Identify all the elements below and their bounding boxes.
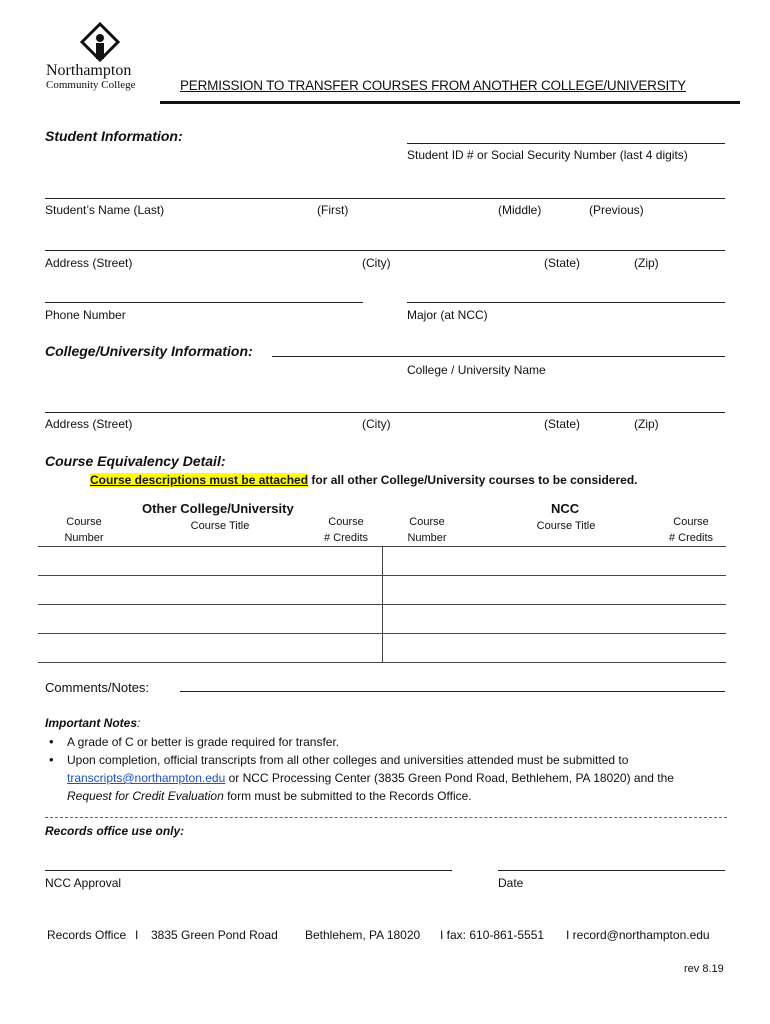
note-grade-text: A grade of C or better is grade required for transfer.: [67, 735, 340, 749]
records-office-heading: Records office use only:: [45, 824, 185, 838]
ncc-approval-field[interactable]: [45, 870, 452, 871]
college-address-field[interactable]: [45, 412, 725, 413]
address-state-label: (State): [544, 256, 581, 270]
table-row[interactable]: [38, 662, 726, 663]
footer-fax: I fax: 610-861-5551: [440, 928, 545, 942]
note-transcripts-c: form must be submitted to the Records Office.: [223, 789, 472, 803]
address-zip-label: (Zip): [634, 256, 659, 270]
ncc-approval-label: NCC Approval: [45, 876, 122, 890]
college-city-label: (City): [362, 417, 391, 431]
college-state-label: (State): [544, 417, 581, 431]
logo-mark-icon: [78, 22, 122, 62]
name-previous-label: (Previous): [589, 203, 644, 217]
note-transcripts: [45, 751, 735, 805]
important-notes-colon: :: [137, 716, 141, 730]
form-title: PERMISSION TO TRANSFER COURSES FROM ANOTHER COLLEGE/UNIVERSITY: [180, 78, 686, 93]
footer-separator: I: [135, 928, 139, 942]
important-notes-list: [45, 733, 735, 805]
footer-city: Bethlehem, PA 18020: [305, 928, 421, 942]
college-street-label: Address (Street): [45, 417, 133, 431]
course-descriptions-note: [90, 473, 637, 487]
other-college-heading: Other College/University: [142, 501, 294, 516]
request-credit-evaluation-text: Request for Credit Evaluation: [67, 789, 224, 803]
date-field[interactable]: [498, 870, 725, 871]
note-transcripts-a: Upon completion, official transcripts from all other colleges and universities attended must be submitted to: [67, 753, 629, 767]
ncc-course-number-header: Course Number: [407, 516, 447, 544]
comments-label: Comments/Notes:: [45, 680, 150, 695]
course-equivalency-heading: Course Equivalency Detail:: [45, 453, 226, 469]
ncc-course-credits-header: Course # Credits: [668, 516, 714, 544]
course-descriptions-highlight: Course descriptions must be attached: [90, 473, 309, 487]
major-field[interactable]: [407, 302, 725, 303]
student-name-field[interactable]: [45, 198, 725, 199]
important-notes-heading: [45, 716, 140, 730]
student-address-field[interactable]: [45, 250, 725, 251]
note-grade: [45, 733, 735, 751]
phone-label: Phone Number: [45, 308, 126, 322]
other-course-title-header: Course Title: [190, 520, 250, 532]
student-id-field[interactable]: [407, 143, 725, 144]
other-course-credits-header: Course # Credits: [323, 516, 369, 544]
college-name-field[interactable]: [272, 356, 725, 357]
ncc-course-title-header: Course Title: [536, 520, 596, 532]
college-logo: [40, 22, 160, 94]
phone-field[interactable]: [45, 302, 363, 303]
note-transcripts-b: or NCC Processing Center (3835 Green Pond Road, Bethlehem, PA 18020) and the: [225, 771, 674, 785]
name-middle-label: (Middle): [498, 203, 542, 217]
footer-email: I record@northampton.edu: [566, 928, 710, 942]
title-rule: [160, 101, 740, 104]
revision-label: rev 8.19: [684, 963, 724, 975]
logo-line2: Community College: [46, 79, 136, 91]
college-info-heading: College/University Information:: [45, 343, 253, 359]
name-first-label: (First): [317, 203, 349, 217]
logo-line1: Northampton: [46, 62, 132, 79]
important-notes-text: Important Notes: [45, 716, 138, 730]
name-last-label: Student’s Name (Last): [45, 203, 165, 217]
student-info-heading: Student Information:: [45, 128, 183, 144]
table-column-divider: [382, 546, 383, 662]
records-divider: [45, 817, 727, 818]
address-city-label: (City): [362, 256, 391, 270]
footer-address: 3835 Green Pond Road: [151, 928, 278, 942]
other-course-number-header: Course Number: [64, 516, 104, 544]
comments-field[interactable]: [180, 691, 725, 692]
college-name-label: College / University Name: [407, 363, 546, 377]
transcripts-email-link[interactable]: transcripts@northampton.edu: [67, 771, 226, 785]
date-label: Date: [498, 876, 524, 890]
student-id-label: Student ID # or Social Security Number (last 4 digits): [407, 148, 688, 162]
ncc-heading: NCC: [551, 501, 580, 516]
address-street-label: Address (Street): [45, 256, 133, 270]
major-label: Major (at NCC): [407, 308, 488, 322]
footer-office: Records Office: [47, 928, 127, 942]
course-descriptions-rest: for all other College/University courses to be considered.: [308, 473, 638, 487]
college-zip-label: (Zip): [634, 417, 659, 431]
